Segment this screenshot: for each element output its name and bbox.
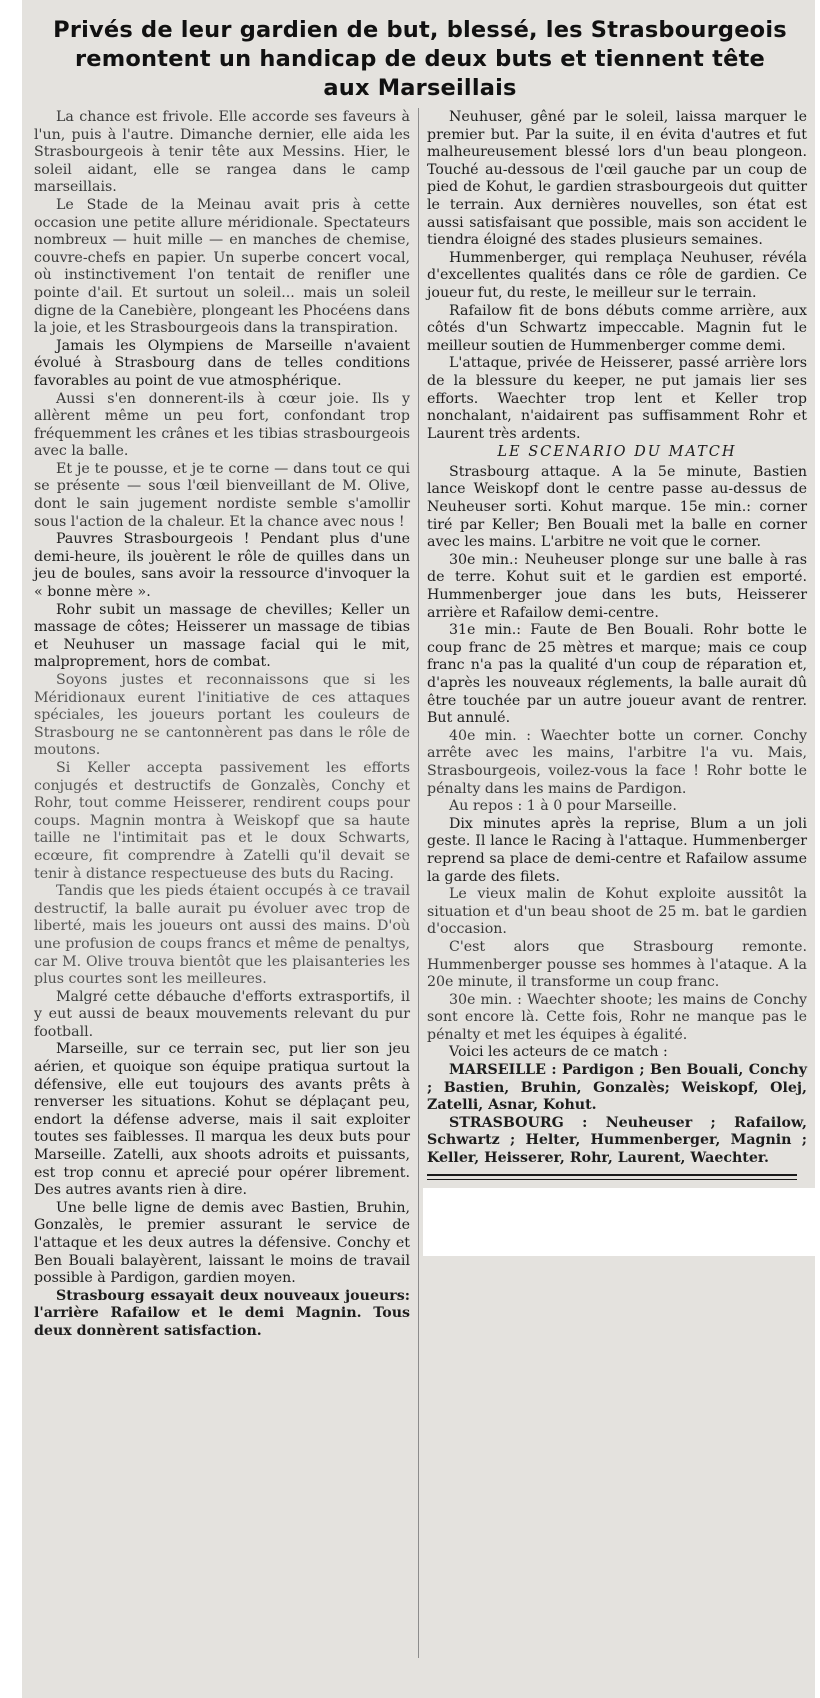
paragraph: Au repos : 1 à 0 pour Marseille. — [449, 798, 677, 815]
paragraph: Soyons justes et reconnaissons que si les Méridionaux eurent l'initiative de ces attaques spéciales, les joueurs portant les couleurs de Strasbourg ne se cantonnèrent pas dans le rôle de moutons. — [34, 672, 410, 759]
rule-thick — [427, 1174, 797, 1176]
paragraph: Pauvres Strasbourgeois ! Pendant plus d'une demi-heure, ils jouèrent le rôle de quilles dans un jeu de boules, sans avoir la ressource d'invoquer la « bonne mère ». — [34, 531, 410, 601]
headline — [40, 16, 800, 103]
paragraph: Une belle ligne de demis avec Bastien, Bruhin, Gonzalès, le premier assurant le service de l'attaque et les deux autres la défensive. Conchy et Ben Bouali balayèrent, laissant le moins de travail possible à Pardigon, gardien moyen. — [34, 1199, 410, 1287]
paragraph: Tandis que les pieds étaient occupés à ce travail destructif, la balle aurait pu évoluer avec trop de liberté, mais les joueurs ont aussi des mains. D'où une profusion de coups francs et même de penaltys, car M. Olive trouva bientôt que les plaisanteries les plus courtes sont les meilleures. — [34, 883, 410, 988]
paragraph: Le vieux malin de Kohut exploite aussitôt la situation et d'un beau shoot de 25 m. bat le gardien d'occasion. — [427, 886, 807, 938]
page-edge — [423, 1188, 820, 1256]
paragraph: Voici les acteurs de ce match : — [449, 1044, 668, 1061]
paragraph: Hummenberger, qui remplaça Neuhuser, révéla d'excellentes qualités dans ce rôle de gardien. Ce joueur fut, du reste, le meilleur sur le terrain. — [427, 249, 807, 301]
paragraph: Rafailow fit de bons débuts comme arrière, aux côtés d'un Schwartz impeccable. Magnin fut le meilleur soutien de Hummenberger comme demi. — [427, 302, 807, 354]
column-divider — [418, 108, 419, 1658]
paragraph: Et je te pousse, et je te corne — dans tout ce qui se présente — sous l'œil bienveillant de M. Olive, dont le sain jugement nordiste semble s'amollir sous l'action de la chaleur. Et la chance avec nous ! — [34, 460, 410, 530]
paragraph: Strasbourg essayait deux nouveaux joueurs: l'arrière Rafailow et le demi Magnin. Tous deux donnèrent satisfaction. — [34, 1287, 410, 1339]
headline-line: remontent un handicap de deux buts et tiennent tête — [74, 46, 765, 72]
section-subtitle: LE SCENARIO DU MATCH — [497, 444, 737, 461]
paragraph: Jamais les Olympiens de Marseille n'avaient évolué à Strasbourg dans de telles conditions favorables au point de vue atmosphérique. — [34, 337, 410, 389]
right-column — [427, 109, 807, 1168]
paragraph: 31e min.: Faute de Ben Bouali. Rohr botte le coup franc de 25 mètres et marque; mais ce coup franc n'a pas la qualité d'un coup de réparation et, d'après les nouveaux réglements, la balle aurait dû être touchée par un autre joueur avant de rentrer. But annulé. — [427, 622, 807, 727]
paragraph: Neuhuser, gêné par le soleil, laissa marquer le premier but. Par la suite, il en évita d'autres et fut malheureusement blessé lors d'un beau plongeon. Touché au-dessous de l'œil gauche par un coup de pied de Kohut, le gardien strasbourgeois dut quitter le terrain. Aux dernières nouvelles, son état est aussi satisfaisant que possible, mais son accident le tiendra éloigné des stades plusieurs semaines. — [427, 109, 807, 249]
paragraph: Aussi s'en donnerent-ils à cœur joie. Ils y allèrent même un peu fort, confondant trop fréquemment les crânes et les tibias strasbourgeois avec la balle. — [34, 390, 410, 460]
paragraph: 30e min.: Neuheuser plonge sur une balle à ras de terre. Kohut suit et le gardien est emporté. Hummenberger joue dans les buts, Heisserer arrière et Rafailow demi-centre. — [427, 551, 807, 621]
paragraph: 30e min. : Waechter shoote; les mains de Conchy sont encore là. Cette fois, Rohr ne manque pas le pénalty et met les équipes à égalité. — [427, 991, 807, 1043]
lineup-strasbourg: STRASBOURG : Neuheuser ; Rafailow, Schwartz ; Helter, Hummenberger, Magnin ; Keller, Heisserer, Rohr, Laurent, Waechter. — [427, 1114, 807, 1167]
paragraph: Dix minutes après la reprise, Blum a un joli geste. Il lance le Racing à l'attaque. Hummenberger reprend sa place de demi-centre et Rafailow assume la garde des filets. — [427, 815, 807, 885]
rule-thin — [427, 1179, 797, 1180]
left-column — [34, 109, 410, 1341]
paragraph: Strasbourg attaque. A la 5e minute, Bastien lance Weiskopf dont le centre passe au-dessus de Neuheuser sorti. Kohut marque. 15e min.: corner tiré par Keller; Ben Bouali met la balle en corner avec les mains. L'arbitre ne voit que le corner. — [427, 463, 807, 551]
end-rule — [427, 1174, 797, 1180]
lineup-marseille: MARSEILLE : Pardigon ; Ben Bouali, Conchy ; Bastien, Bruhin, Gonzalès; Weiskopf, Olej, Zatelli, Asnar, Kohut. — [427, 1062, 807, 1114]
paragraph: L'attaque, privée de Heisserer, passé arrière lors de la blessure du keeper, ne put jamais lier ses efforts. Waechter trop lent et Keller trop nonchalant, n'aidairent pas suffisamment Rohr et Laurent très ardents. — [427, 355, 807, 442]
paragraph: La chance est frivole. Elle accorde ses faveurs à l'un, puis à l'autre. Dimanche dernier, elle aida les Strasbourgeois à tenir tête aux Messins. Hier, le soleil aidant, elle se rangea dans le camp marseillais. — [34, 109, 410, 196]
paragraph: Le Stade de la Meinau avait pris à cette occasion une petite allure méridionale. Spectateurs nombreux — huit mille — en manches de chemise, couvre-chefs en papier. Un superbe concert vocal, où instinctivement l'on tentait de renifler une pointe d'ail. Et surtout un soleil... mais un soleil digne de la Canebière, plongeant les Phocéens dans la joie, et les Strasbourgeois dans la transpiration. — [34, 196, 410, 337]
headline-line: Privés de leur gardien de but, blessé, les Strasbourgeois — [53, 17, 787, 43]
paragraph: Rohr subit un massage de chevilles; Keller un massage de côtes; Heisserer un massage de tibias et Neuhuser un massage facial qui le mit, malproprement, hors de combat. — [34, 601, 410, 671]
paragraph: Si Keller accepta passivement les efforts conjugés et destructifs de Gonzalès, Conchy et Rohr, tout comme Heisserer, rendirent coups pour coups. Magnin montra à Weiskopf que sa haute taille ne l'intimitait pas et le doux Schwarts, ecœure, fit comprendre à Zatelli qu'il devait se tenir à distance respectueuse des buts du Racing. — [34, 759, 410, 882]
paragraph: 40e min. : Waechter botte un corner. Conchy arrête avec les mains, l'arbitre l'a vu. Mais, Strasbourgeois, voilez-vous la face ! Rohr botte le pénalty dans les mains de Pardigon. — [427, 727, 807, 797]
paragraph: Malgré cette débauche d'efforts extrasportifs, il y eut aussi de beaux mouvements relevant du pur football. — [34, 988, 410, 1040]
paragraph: C'est alors que Strasbourg remonte. Hummenberger pousse ses hommes à l'ataque. A la 20e minute, il transforme un coup franc. — [427, 938, 807, 991]
paragraph: Marseille, sur ce terrain sec, put lier son jeu aérien, et quoique son équipe pratiqua surtout la défensive, elle eut toujours des avants prêts à renverser les situations. Kohut se déplaçant peu, endort la défense adverse, mais il sait exploiter toutes ses faiblesses. Il marqua les deux buts pour Marseille. Zatelli, aux shoots adroits et puissants, est trop connu et aprecié pour opérer librement. Des autres avants rien à dire. — [34, 1041, 410, 1199]
headline-line: aux Marseillais — [323, 75, 517, 101]
